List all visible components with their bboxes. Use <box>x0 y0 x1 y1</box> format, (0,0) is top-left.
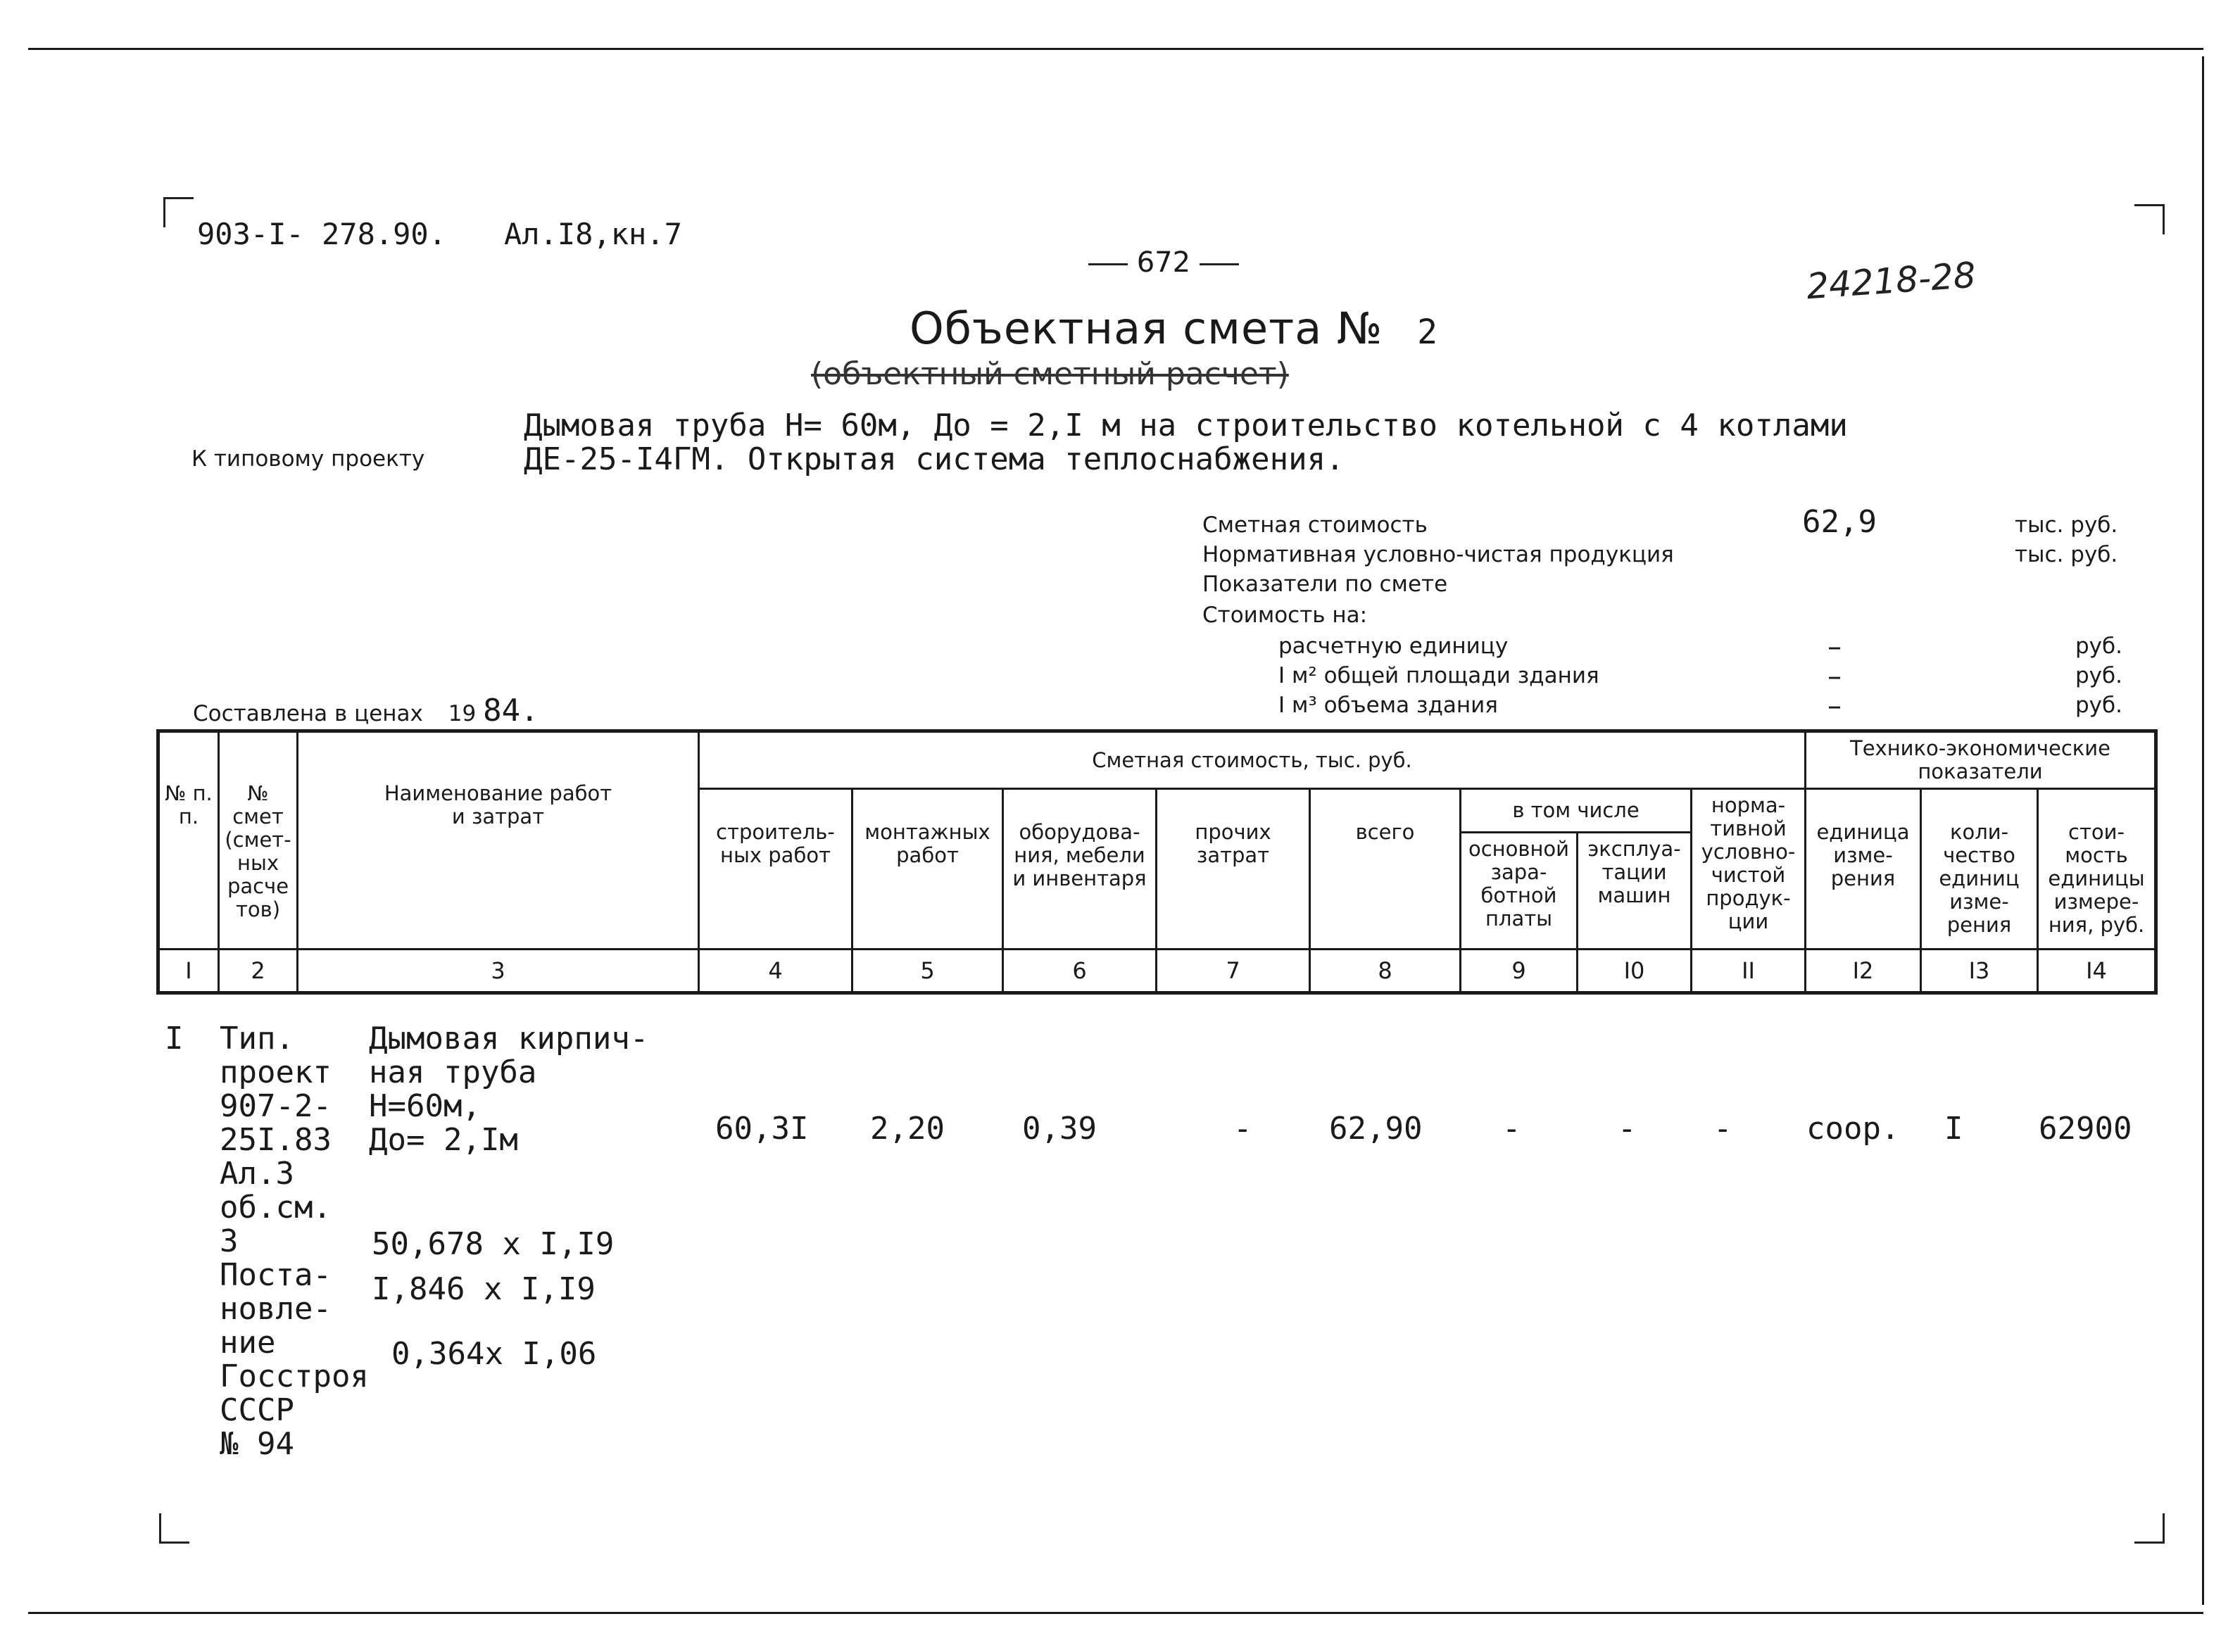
column-number-13: I3 <box>1921 950 2038 993</box>
corner-mark-bottom-left <box>159 1513 189 1544</box>
ref-line: Ал.3 <box>220 1156 294 1192</box>
calc-line-3: 0,364х I,06 <box>391 1336 597 1372</box>
corner-mark-top-right <box>2134 204 2165 234</box>
page-number <box>1088 246 1239 279</box>
column-number-3: 3 <box>298 950 699 993</box>
prices-line <box>193 693 539 729</box>
per-area-unit: руб. <box>2075 663 2122 688</box>
header-total: всего <box>1310 789 1461 950</box>
per-unit-label: расчетную единицу <box>1278 633 1509 659</box>
frame-right-line <box>2202 56 2204 1605</box>
prices-year-suffix: 84. <box>483 693 539 729</box>
norm-unit: тыс. руб. <box>2015 542 2118 567</box>
ref-line: 25I.83 <box>220 1122 332 1158</box>
value-installation: 2,20 <box>870 1111 945 1147</box>
ref-line: об.см. <box>220 1190 332 1225</box>
value-net-product: - <box>1713 1111 1732 1147</box>
ref-line: Тип. <box>220 1021 294 1057</box>
value-construction: 60,3I <box>715 1111 809 1147</box>
document-code: 903-I- 278.90. <box>197 217 447 251</box>
ref-line: ние <box>220 1325 276 1361</box>
column-number-7: 7 <box>1157 950 1310 993</box>
column-number-5: 5 <box>852 950 1003 993</box>
ref-line: СССР <box>220 1392 294 1428</box>
value-other-costs: - <box>1233 1111 1252 1147</box>
name-line: До= 2,Iм <box>369 1122 518 1158</box>
prices-label: Составлена в ценах <box>193 701 423 726</box>
value-unit: coop. <box>1806 1111 1900 1147</box>
project-line-2: ДЕ-25-I4ГМ. Открытая система теплоснабжения. <box>524 441 1345 477</box>
header-row-number: № п. п. <box>158 731 219 950</box>
cost-label: Сметная стоимость <box>1202 512 1428 538</box>
ref-line: новле- <box>220 1291 332 1327</box>
ref-line: № 94 <box>220 1426 294 1462</box>
value-machine-operation: - <box>1618 1111 1637 1147</box>
indicators-label: Показатели по смете <box>1202 572 1448 597</box>
per-unit-value: – <box>1827 631 1842 663</box>
entry-reference <box>220 1022 369 1461</box>
header-estimate-number: № смет (смет-ных расче тов) <box>219 731 298 950</box>
per-volume-unit: руб. <box>2075 693 2122 718</box>
estimate-table <box>156 729 2158 995</box>
header-construction: строитель-ных работ <box>699 789 852 950</box>
header-net-product: норма-тивной условно-чистой продук-ции <box>1692 789 1806 950</box>
per-volume-label: I м³ объема здания <box>1278 693 1498 718</box>
value-base-salary: - <box>1502 1111 1521 1147</box>
value-total: 62,90 <box>1329 1111 1423 1147</box>
project-label: К типовому проекту <box>191 446 425 472</box>
column-number-9: 9 <box>1461 950 1578 993</box>
project-line-1: Дымовая труба Н= 60м, До = 2,I м на строительство котельной с 4 котлами <box>524 408 1848 443</box>
name-line: ная труба <box>369 1054 537 1090</box>
calc-line-2: I,846 х I,I9 <box>372 1271 596 1307</box>
column-number-10: I0 <box>1578 950 1692 993</box>
per-area-value: – <box>1827 660 1842 693</box>
header-works-name: Наименование работ и затрат <box>298 731 699 950</box>
entry-number: I <box>165 1021 184 1057</box>
norm-label: Нормативная условно-чистая продукция <box>1202 542 1674 567</box>
name-line: Дымовая кирпич- <box>369 1021 649 1057</box>
corner-mark-top-left <box>163 197 194 227</box>
name-line: Н=60м, <box>369 1088 481 1124</box>
column-number-11: II <box>1692 950 1806 993</box>
cost-on-label: Стоимость на: <box>1202 603 1368 628</box>
value-unit-cost: 62900 <box>2039 1111 2132 1147</box>
column-number-4: 4 <box>699 950 852 993</box>
column-number-12: I2 <box>1806 950 1921 993</box>
header-tech-group: Технико-экономические показатели <box>1806 731 2156 789</box>
header-other-costs: прочих затрат <box>1157 789 1310 950</box>
header-unit: единица изме-рения <box>1806 789 1921 950</box>
title-number: 2 <box>1417 313 1439 352</box>
header-base-salary: основной зара-ботной платы <box>1461 833 1578 950</box>
per-volume-value: – <box>1827 690 1842 722</box>
ref-line: 907-2- <box>220 1088 332 1124</box>
header-machine-operation: эксплуа-тации машин <box>1578 833 1692 950</box>
ref-line: 3 <box>220 1223 239 1259</box>
ref-line: Поста- <box>220 1257 332 1293</box>
album-reference: Ал.I8,кн.7 <box>504 217 682 251</box>
calc-line-1: 50,678 х I,I9 <box>372 1226 615 1262</box>
per-area-label: I м² общей площади здания <box>1278 663 1599 688</box>
header-cost-group: Сметная стоимость, тыс. руб. <box>699 731 1806 789</box>
per-unit-unit: руб. <box>2075 633 2122 659</box>
ref-line: Госстроя <box>220 1358 369 1394</box>
prices-year-prefix: 19 <box>448 701 477 726</box>
header-equipment: оборудова-ния, мебели и инвентаря <box>1003 789 1157 950</box>
header-installation: монтажных работ <box>852 789 1003 950</box>
frame-top-line <box>28 48 2203 50</box>
column-number-8: 8 <box>1310 950 1461 993</box>
struck-subtitle: (объектный сметный расчет) <box>811 356 1289 392</box>
frame-bottom-line <box>28 1612 2203 1614</box>
column-number-6: 6 <box>1003 950 1157 993</box>
page-number-value: 672 <box>1136 246 1191 279</box>
column-number-1: I <box>158 950 219 993</box>
cost-value: 62,9 <box>1802 504 1877 540</box>
header-unit-cost: стои-мость единицы измере-ния, руб. <box>2038 789 2156 950</box>
header-quantity: коли-чество единиц изме-рения <box>1921 789 2038 950</box>
page-title <box>910 303 1438 354</box>
title-text: Объектная смета № <box>910 303 1383 354</box>
ref-line: проект <box>220 1054 332 1090</box>
entry-name <box>369 1022 648 1157</box>
value-quantity: I <box>1944 1111 1963 1147</box>
column-number-14: I4 <box>2038 950 2156 993</box>
cost-unit: тыс. руб. <box>2015 512 2118 538</box>
value-equipment: 0,39 <box>1022 1111 1097 1147</box>
column-number-2: 2 <box>219 950 298 993</box>
header-including: в том числе <box>1461 789 1692 833</box>
corner-mark-bottom-right <box>2134 1513 2165 1544</box>
archive-stamp: 24218-28 <box>1805 254 1977 308</box>
